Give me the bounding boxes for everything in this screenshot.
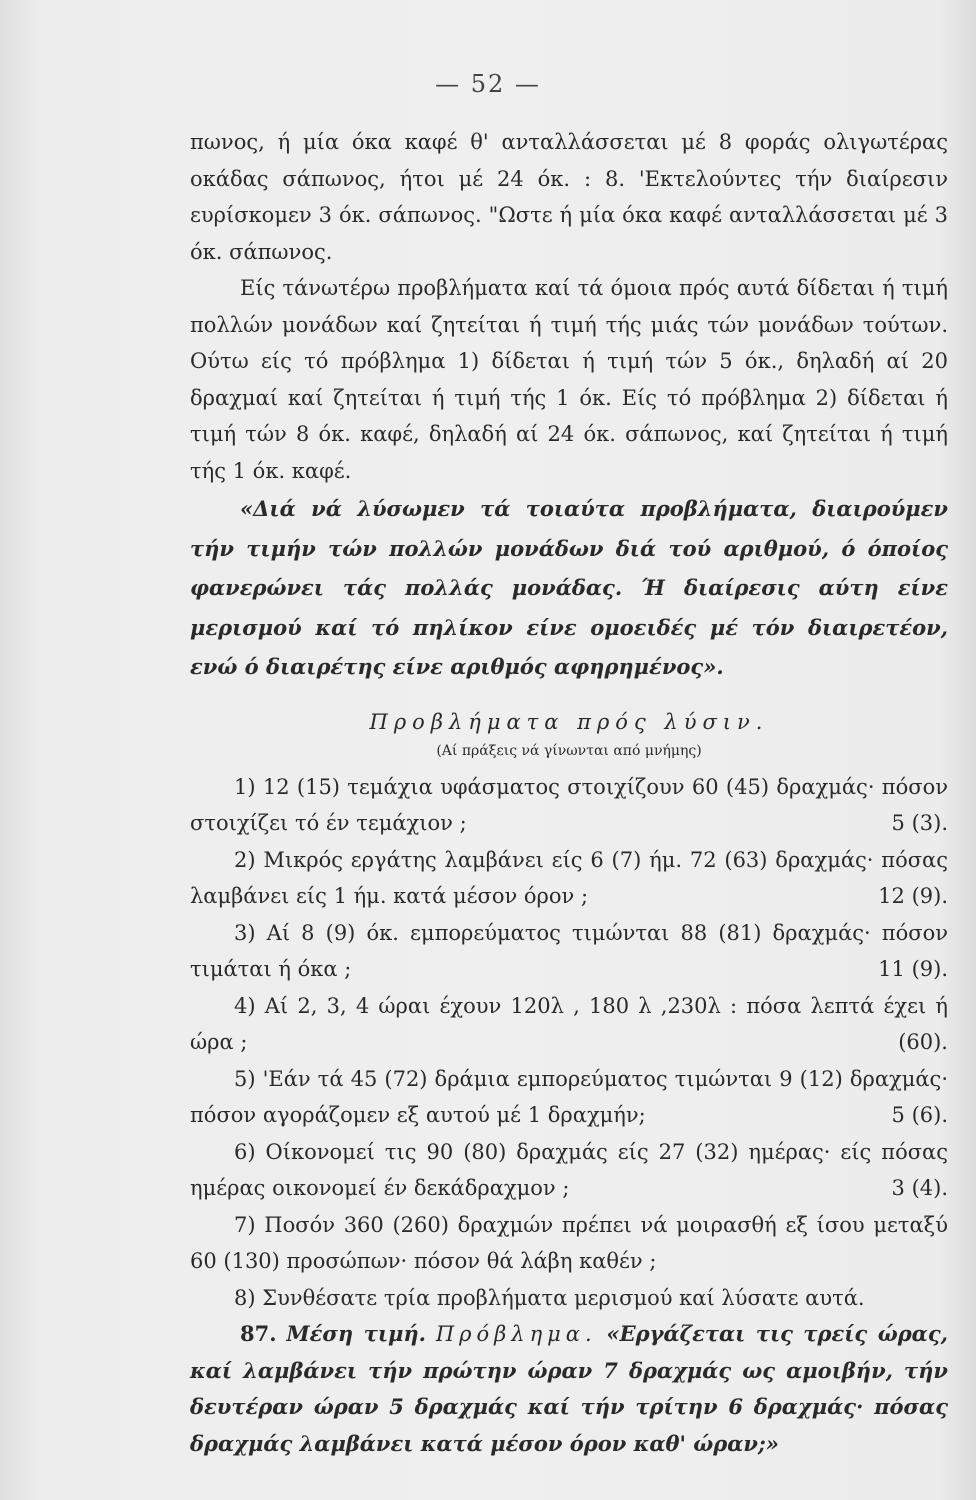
rule-paragraph: «Διά νά λύσωμεν τά τοιαύτα προβλήματα, διαιρούμεν τήν τιμήν τών πολλών μονάδων διά τού αριθμού, ό όποίος φανερώνει τάς πολλάς μονάδας. Ή διαίρεσις αύτη είνε μερισμού καί τό πηλίκον είνε ομοειδές μέ τόν διαιρετέον, ενώ ό διαιρέτης είνε αριθμός αφηρημένος».	[190, 496, 948, 679]
problem-item	[190, 1207, 948, 1280]
intro-paragraph: πωνος, ή μία όκα καφέ θ' ανταλλάσσεται μέ 8 φοράς ολιγωτέρας οκάδας σάπωνος, ήτοι μέ 24 όκ. : 8. 'Εκτελούντες τήν διαίρεσιν ευρίσκομεν 3 όκ. σάπωνος. "Ωστε ή μία όκα καφέ ανταλλάσσεται μέ 3 όκ. σάπωνος.	[190, 130, 948, 264]
section-problem-label: Πρόβλημα.	[435, 1322, 597, 1346]
page-number: — 52 —	[435, 70, 541, 98]
problem-text: 4) Αί 2, 3, 4 ώραι έχουν 120λ , 180 λ ,230λ : πόσα λεπτά έχει ή ώρα ;	[190, 993, 948, 1054]
problem-text: 8) Συνθέσατε τρία προβλήματα μερισμού καί λύσατε αυτά.	[234, 1285, 865, 1310]
problem-text: 2) Μικρός εργάτης λαμβάνει είς 6 (7) ήμ. 72 (63) δραχμάς· πόσας λαμβάνει είς 1 ήμ. κατά μέσον όρον ;	[190, 847, 948, 908]
problem-item	[190, 1061, 948, 1134]
problem-text: 1) 12 (15) τεμάχια υφάσματος στοιχίζουν 60 (45) δραχμάς· πόσον στοιχίζει τό έν τεμάχιον ;	[190, 774, 948, 835]
problem-answer: 5 (6).	[891, 1103, 948, 1127]
problem-item	[190, 988, 948, 1061]
section-number: 87.	[240, 1321, 277, 1346]
problem-answer: 12 (9).	[878, 884, 948, 908]
problems-note: (Αί πράξεις νά γίνωνται από μνήμης)	[436, 742, 702, 759]
section-87	[190, 1316, 948, 1462]
problem-item	[190, 842, 948, 915]
problem-text: 3) Αί 8 (9) όκ. εμπορεύματος τιμώνται 88 (81) δραχμάς· πόσον τιμάται ή όκα ;	[190, 920, 948, 981]
problem-answer: 11 (9).	[878, 957, 948, 981]
section-problem-text: «Εργάζεται τις τρείς ώρας, καί λαμβάνει τήν πρώτην ώραν 7 δραχμάς ως αμοιβήν, τήν δευτέραν ώραν 5 δραχμάς καί τήν τρίτην 6 δραχμάς· πόσας δραχμάς λαμβάνει κατά μέσον όρον καθ' ώραν;»	[190, 1321, 948, 1456]
problem-answer: 3 (4).	[891, 1176, 948, 1200]
problem-text: 7) Ποσόν 360 (260) δραχμών πρέπει νά μοιρασθή εξ ίσου μεταξύ 60 (130) προσώπων· πόσον θά λάβη καθέν ;	[190, 1212, 948, 1273]
page-text	[190, 124, 948, 1462]
section-title: Μέση τιμή.	[286, 1321, 426, 1346]
explanation-paragraph: Είς τάνωτέρω προβλήματα καί τά όμοια πρός αυτά δίδεται ή τιμή πολλών μονάδων καί ζητείται ή τιμή τής μιάς τών μονάδων τούτων. Ούτω είς τό πρόβλημα 1) δίδεται ή τιμή τών 5 όκ., δηλαδή αί 20 δραχμαί καί ζητείται ή τιμή τής 1 όκ. Είς τό πρόβλημα 2) δίδεται ή τιμή τών 8 όκ. καφέ, δηλαδή αί 24 όκ. σάπωνος, καί ζητείται ή τιμή τής 1 όκ. καφέ.	[190, 276, 948, 483]
problem-answer: 5 (3).	[891, 811, 948, 835]
problem-item	[190, 1280, 948, 1317]
problems-heading: Προβλήματα πρός λύσιν.	[369, 709, 769, 734]
problem-item	[190, 915, 948, 988]
problem-answer: (60).	[898, 1030, 948, 1054]
problem-item	[190, 1134, 948, 1207]
problem-text: 6) Οίκονομεί τις 90 (80) δραχμάς είς 27 (32) ημέρας· είς πόσας ημέρας οικονομεί έν δεκάδραχμον ;	[190, 1139, 948, 1200]
problem-item	[190, 769, 948, 842]
problem-text: 5) 'Εάν τά 45 (72) δράμια εμπορεύματος τιμώνται 9 (12) δραχμάς· πόσον αγοράζομεν εξ αυτού μέ 1 δραχμήν;	[190, 1066, 948, 1127]
